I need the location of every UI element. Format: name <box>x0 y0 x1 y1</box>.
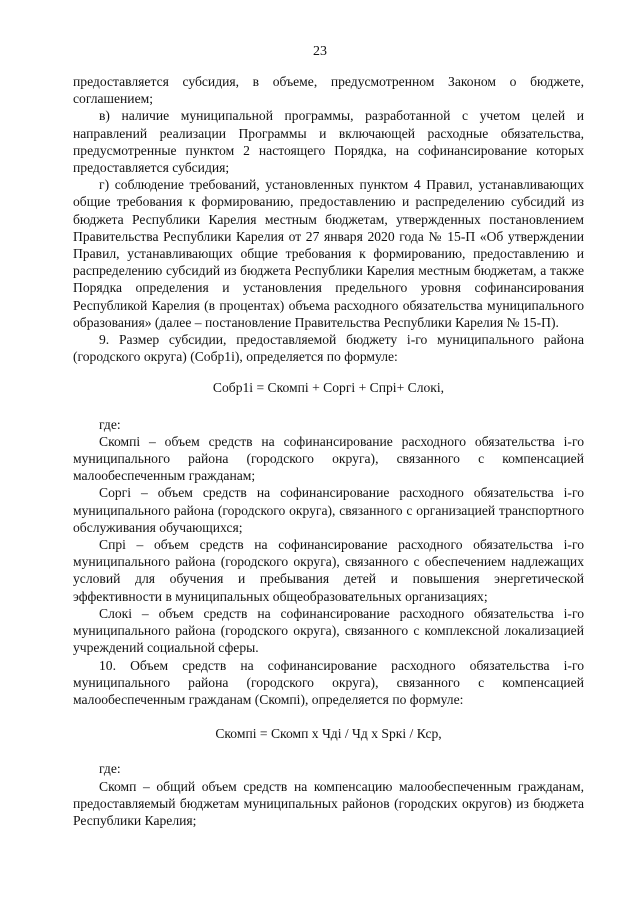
paragraph-item-v: в) наличие муниципальной программы, разработанной с учетом целей и направлений реализации Программы и включающей расходные обязательства, предусмотренные пунктом 2 настоящего Порядка, на софинансирование которых предоставляется субсидия; <box>73 108 584 176</box>
paragraph-clause-10: 10. Объем средств на софинансирование расходного обязательства i-го муниципального района (городского округа), связанного с компенсацией малообеспеченным гражданам (Скомпi), определяется по формуле: <box>73 657 584 707</box>
definition-skomp-total: Скомп – общий объем средств на компенсацию малообеспеченным гражданам, предоставляемый бюджетам муниципальных районов (городских округов) из бюджета Республики Карелия; <box>73 778 584 828</box>
where-label-2: где: <box>99 761 121 777</box>
formula-skomp: Скомпi = Скомп x Чдi / Чд x Sркi / Кср, <box>215 726 442 742</box>
document-body <box>73 73 584 829</box>
definition-slok: Слокi – объем средств на софинансирование расходного обязательства i-го муниципального района (городского округа), связанного с комплексной локализацией учреждений социальной сферы. <box>73 605 584 656</box>
definition-spr: Спрi – объем средств на софинансирование расходного обязательства i-го муниципального района (городского округа), связанного с обеспечением надлежащих условий для обучения и пребывания детей и повышения энергетической эффективности в муниципальных общеобразовательных организациях; <box>73 537 584 604</box>
definition-skomp: Скомпi – объем средств на софинансирование расходного обязательства i-го муниципального района (городского округа), связанного с компенсацией малообеспеченным гражданам; <box>73 433 584 484</box>
definition-sorg: Соргi – объем средств на софинансирование расходного обязательства i-го муниципального района (городского округа), связанного с организацией транспортного обслуживания обучающихся; <box>73 485 584 535</box>
paragraph-clause-9: 9. Размер субсидии, предоставляемой бюджету i-го муниципального района (городского округа) (Собр1i), определяется по формуле: <box>73 332 584 365</box>
page-number: 23 <box>313 44 327 59</box>
paragraph-subsidy-volume: предоставляется субсидия, в объеме, предусмотренном Законом о бюджете, соглашением; <box>73 74 584 107</box>
paragraph-item-g: г) соблюдение требований, установленных пунктом 4 Правил, устанавливающих общие требования к формированию, предоставлению и распределению субсидий из бюджета Республики Карелия местным бюджетам, утвержденных постановлением Правительства Республики Карелия от 27 января 2020 года № 15-П «Об утверждении Правил, устанавливающих общие требования к формированию, предоставлению и распределению субсидий из бюджета Республики Карелия местным бюджетам, а также Порядка определения и установления предельного уровня софинансирования Республикой Карелия (в процентах) объема расходного обязательства муниципального образования» (далее – постановление Правительства Республики Карелия № 15-П). <box>73 177 584 330</box>
formula-sobr: Собр1i = Скомпi + Соргi + Спрi+ Слокi, <box>212 380 445 396</box>
where-label-1: где: <box>99 416 121 432</box>
